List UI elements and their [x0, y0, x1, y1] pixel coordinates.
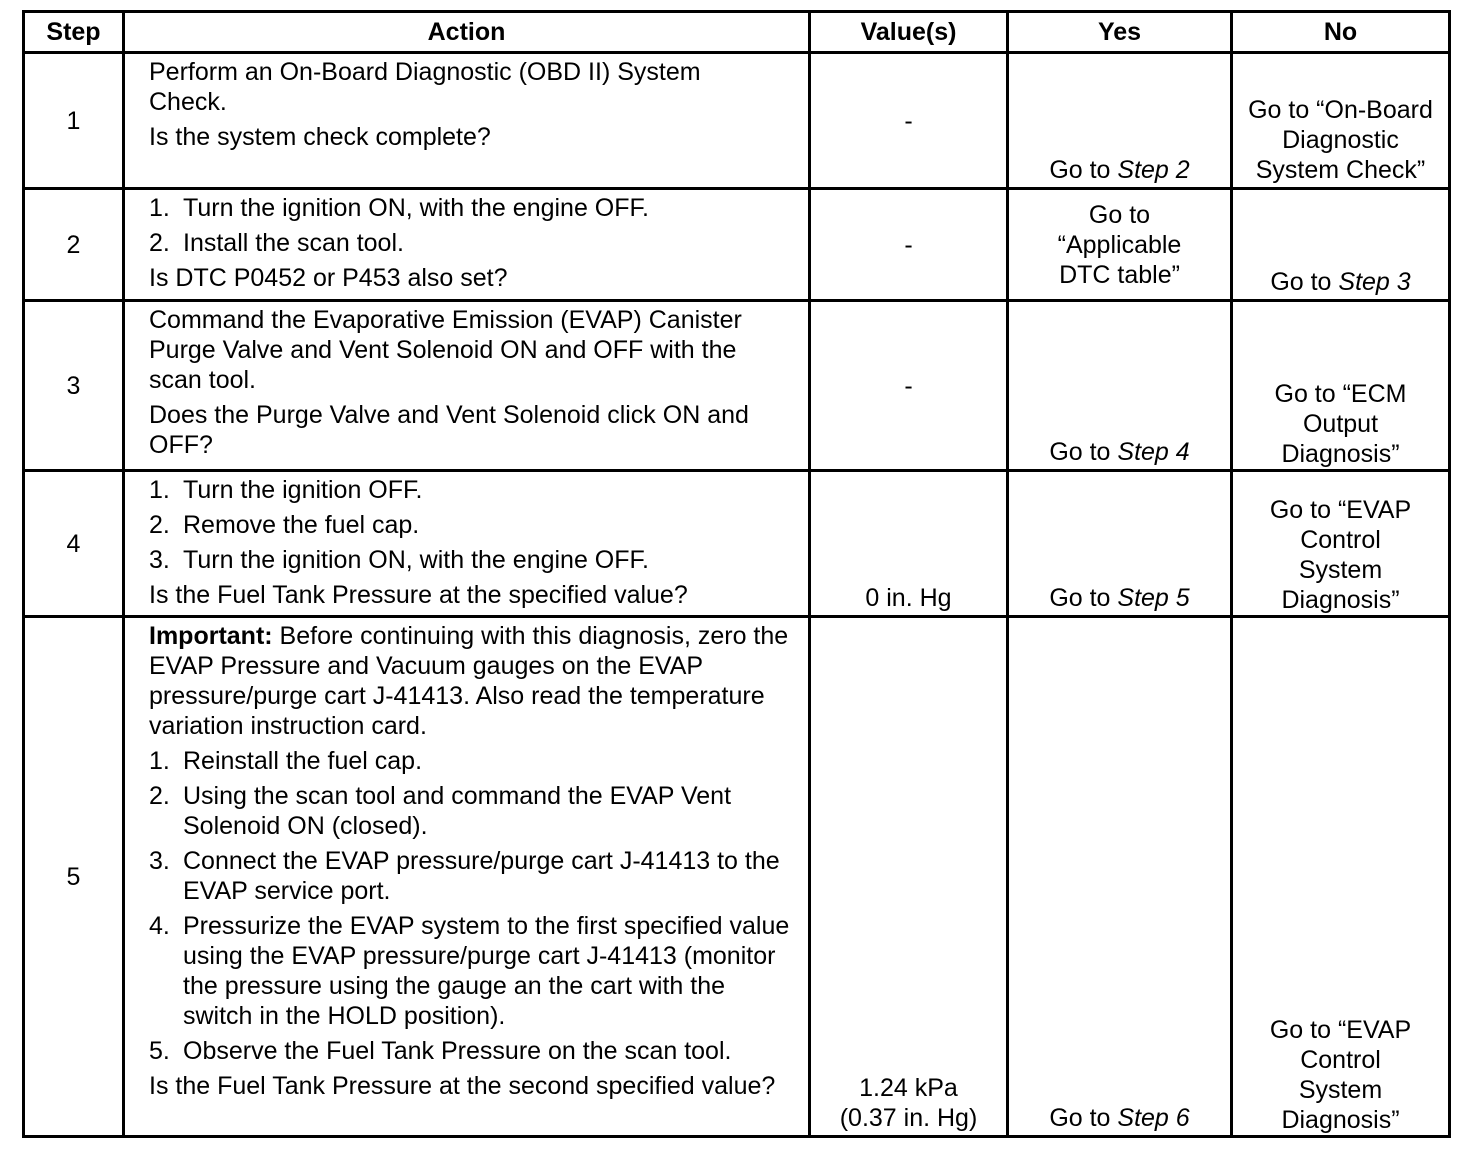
value-cell: 0 in. Hg [810, 471, 1008, 617]
action-step: 1. Turn the ignition OFF. [149, 476, 423, 504]
action-cell [124, 471, 810, 617]
header-step: Step [24, 12, 124, 53]
no-cell: Go to “EVAP Control System Diagnosis” [1232, 471, 1450, 617]
diagnostic-table [22, 10, 1451, 1138]
header-row [24, 12, 1450, 53]
action-steps-list [149, 193, 798, 258]
yes-step-ref: Step 6 [1117, 1104, 1190, 1132]
action-cell [124, 301, 810, 471]
yes-step-ref: Step 5 [1117, 584, 1190, 612]
action-step: 5. Observe the Fuel Tank Pressure on the scan tool. [149, 1037, 732, 1065]
step-number: 1 [24, 53, 124, 189]
no-cell: Go to “On-Board Diagnostic System Check” [1232, 53, 1450, 189]
step-number: 5 [24, 617, 124, 1137]
action-steps-list [149, 475, 798, 575]
value-kpa: 1.24 kPa [859, 1074, 958, 1102]
action-question: Is DTC P0452 or P453 also set? [149, 264, 508, 292]
step-number: 4 [24, 471, 124, 617]
action-step: 4. Pressurize the EVAP system to the first specified value using the EVAP pressure/purge cart J-41413 (monitor the pressure using the gauge an the cart with the switch in the HOLD position). [149, 912, 790, 1030]
action-cell [124, 189, 810, 301]
yes-cell: Go to “Applicable DTC table” [1008, 189, 1232, 301]
action-step: 2. Install the scan tool. [149, 229, 404, 257]
diagnostic-table-container [22, 10, 1448, 1138]
action-step: 2. Remove the fuel cap. [149, 511, 420, 539]
yes-prefix: Go to [1049, 584, 1118, 612]
table-row [24, 53, 1450, 189]
important-note [149, 621, 798, 741]
important-text: Before continuing with this diagnosis, zero the EVAP Pressure and Vacuum gauges on the EVAP pressure/purge cart J-41413. Also read the temperature variation instruction card. [149, 622, 789, 740]
step-number: 2 [24, 189, 124, 301]
action-step: 3. Turn the ignition ON, with the engine OFF. [149, 546, 649, 574]
value-inhg: (0.37 in. Hg) [839, 1104, 978, 1132]
action-step: 1. Turn the ignition ON, with the engine OFF. [149, 194, 649, 222]
yes-cell [1008, 617, 1232, 1137]
action-question: Does the Purge Valve and Vent Solenoid click ON and OFF? [149, 401, 749, 459]
action-instruction: Perform an On-Board Diagnostic (OBD II) System Check. [149, 58, 701, 116]
table-row [24, 189, 1450, 301]
action-question: Is the Fuel Tank Pressure at the second specified value? [149, 1072, 776, 1100]
value-cell [810, 617, 1008, 1137]
action-cell [124, 617, 810, 1137]
yes-cell [1008, 53, 1232, 189]
action-cell [124, 53, 810, 189]
yes-prefix: Go to [1049, 438, 1118, 466]
action-step: 2. Using the scan tool and command the EVAP Vent Solenoid ON (closed). [149, 782, 732, 840]
action-question: Is the Fuel Tank Pressure at the specified value? [149, 581, 688, 609]
important-label: Important: [149, 622, 273, 650]
table-row [24, 617, 1450, 1137]
value-cell: - [810, 301, 1008, 471]
yes-step-ref: Step 2 [1117, 156, 1190, 184]
no-step-ref: Step 3 [1338, 268, 1411, 296]
no-cell: Go to “EVAP Control System Diagnosis” [1232, 617, 1450, 1137]
header-yes: Yes [1008, 12, 1232, 53]
yes-step-ref: Step 4 [1117, 438, 1190, 466]
table-row [24, 471, 1450, 617]
yes-cell [1008, 301, 1232, 471]
no-prefix: Go to [1270, 268, 1339, 296]
yes-prefix: Go to [1049, 1104, 1118, 1132]
yes-cell [1008, 471, 1232, 617]
action-steps-list [149, 746, 798, 1066]
value-cell: - [810, 53, 1008, 189]
action-instruction: Command the Evaporative Emission (EVAP) Canister Purge Valve and Vent Solenoid ON and OFF with the scan tool. [149, 306, 742, 394]
header-no: No [1232, 12, 1450, 53]
action-step: 3. Connect the EVAP pressure/purge cart J-41413 to the EVAP service port. [149, 847, 780, 905]
no-cell: Go to “ECM Output Diagnosis” [1232, 301, 1450, 471]
action-step: 1. Reinstall the fuel cap. [149, 747, 423, 775]
header-values: Value(s) [810, 12, 1008, 53]
yes-prefix: Go to [1049, 156, 1118, 184]
step-number: 3 [24, 301, 124, 471]
header-action: Action [124, 12, 810, 53]
no-cell [1232, 189, 1450, 301]
value-cell: - [810, 189, 1008, 301]
table-row [24, 301, 1450, 471]
action-question: Is the system check complete? [149, 123, 491, 151]
